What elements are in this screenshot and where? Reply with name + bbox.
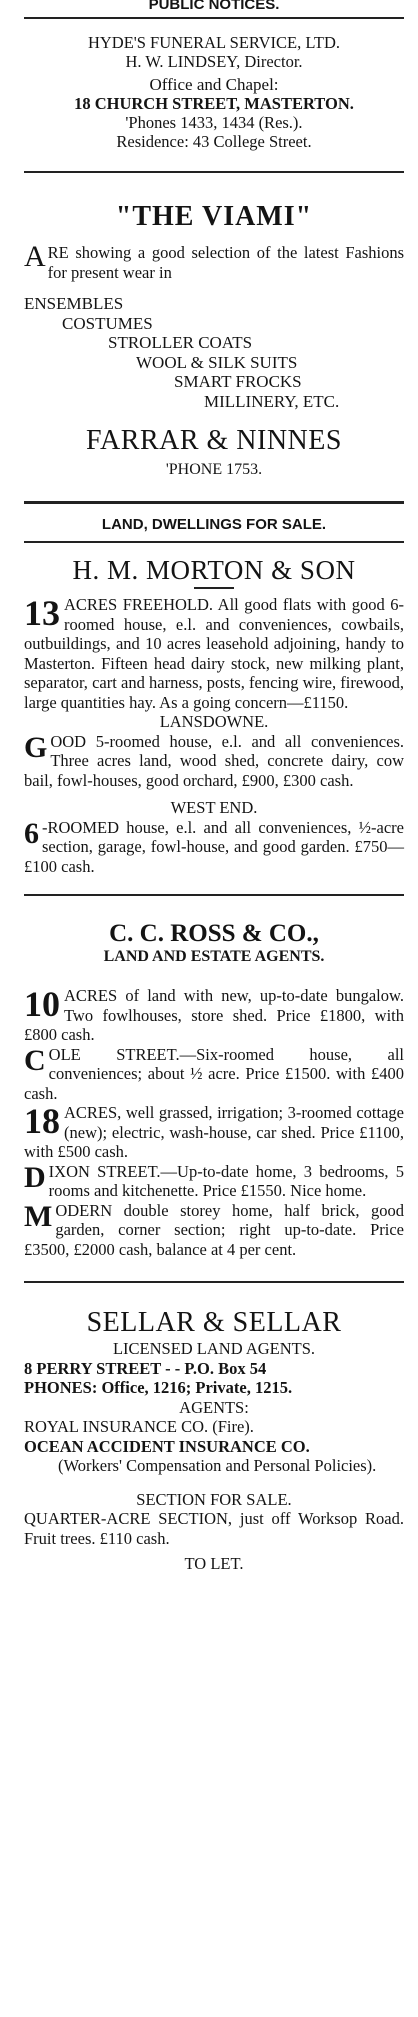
sellar-agents-heading: AGENTS:	[179, 1397, 249, 1417]
divider	[24, 501, 404, 504]
drop-cap: 13	[24, 593, 60, 633]
sellar-section-text: QUARTER-ACRE SECTION, just off Worksop Road. Fruit trees. £110 cash.	[24, 1509, 404, 1548]
ross-subtitle: LAND AND ESTATE AGENTS.	[103, 948, 325, 965]
hyde-line: H. W. LINDSEY, Director.	[125, 52, 303, 71]
divider	[24, 894, 404, 896]
public-notices-heading: PUBLIC NOTICES.	[148, 0, 280, 13]
drop-cap: A	[24, 240, 46, 273]
drop-cap: G	[24, 730, 48, 764]
ross-ad-cole-street: COLE STREET.—Six-roomed house, all conveniences; about ½ acre. Price £1500. with £400 cash.	[24, 1043, 404, 1103]
hyde-line: 18 CHURCH STREET, MASTERTON.	[74, 94, 354, 113]
sellar-phones: PHONES: Office, 1216; Private, 1215.	[24, 1378, 293, 1397]
sellar-agent-line: ROYAL INSURANCE CO. (Fire).	[24, 1417, 254, 1436]
viami-item: MILLINERY, ETC.	[204, 391, 340, 411]
ross-ad-10-acres: 10 ACRES of land with new, up-to-date bungalow. Two fowlhouses, store shed. Price £1800, with £800 cash.	[24, 984, 404, 1044]
sellar-agent-line: OCEAN ACCIDENT INSURANCE CO.	[24, 1436, 310, 1456]
morton-ad-lansdowne: GOOD 5-roomed house, e.l. and all conveniences. Three acres land, wood shed, concrete dairy, cow bail, fowl-houses, good orchard, £900, £300 cash.	[24, 730, 404, 790]
viami-item: ENSEMBLES	[24, 294, 124, 313]
newspaper-column	[24, 0, 404, 1574]
ross-ad-18-acres: 18 ACRES, well grassed, irrigation; 3-roomed cottage (new); electric, wash-house, car shed. Price £1100, with £500 cash.	[24, 1101, 404, 1161]
drop-cap: D	[24, 1160, 46, 1194]
viami-item: SMART FROCKS	[174, 372, 302, 391]
hyde-line: 'Phones 1433, 1434 (Res.).	[125, 113, 303, 132]
sellar-address: 8 PERRY STREET - - P.O. Box 54	[24, 1358, 267, 1378]
farrar-ninnes-title: FARRAR & NINNES	[86, 425, 342, 456]
drop-cap: 10	[24, 984, 60, 1024]
viami-title: "THE VIAMI"	[115, 201, 313, 232]
hyde-line: HYDE'S FUNERAL SERVICE, LTD.	[87, 33, 341, 52]
viami-intro: ARE showing a good selection of the latest Fashions for present wear in	[24, 240, 404, 282]
divider	[24, 1281, 404, 1283]
farrar-phone: 'PHONE 1753.	[165, 461, 263, 478]
viami-item: WOOL & SILK SUITS	[136, 352, 298, 372]
sellar-subtitle: LICENSED LAND AGENTS.	[112, 1339, 316, 1358]
divider	[24, 541, 404, 543]
sellar-section-heading: SECTION FOR SALE.	[136, 1489, 292, 1509]
divider	[24, 17, 404, 19]
sellar-title: SELLAR & SELLAR	[86, 1307, 342, 1338]
viami-items	[24, 294, 404, 411]
ross-ad-dixon-street: DIXON STREET.—Up-to-date home, 3 bedrooms, 5 rooms and kitchenette. Price £1550. Nice home.	[24, 1160, 404, 1200]
ross-title: C. C. ROSS & CO.,	[109, 920, 319, 947]
drop-cap: C	[24, 1043, 46, 1077]
drop-cap: 18	[24, 1101, 60, 1141]
hyde-line: Residence: 43 College Street.	[116, 132, 312, 151]
hyde-line: Office and Chapel:	[149, 75, 279, 94]
sellar-to-let: TO LET.	[184, 1554, 244, 1573]
divider	[24, 171, 404, 173]
drop-cap: M	[24, 1199, 53, 1233]
morton-sub-lansdowne: LANSDOWNE.	[159, 712, 269, 731]
morton-title: H. M. MORTON & SON	[72, 555, 356, 585]
morton-ad-13-acres: 13 ACRES FREEHOLD. All good flats with good 6-roomed house, e.l. and conveniences, cowbails, outbuildings, and 10 acres leasehold adjoining, handy to Masterton. Fifteen head dairy stock, new milking plant, separator, cart and harness, posts, fencing wire, firewood, large quantities hay. As a going concern—£1150.	[24, 593, 404, 712]
morton-sub-west-end: WEST END.	[170, 798, 258, 817]
morton-ad-west-end: 6 -ROOMED house, e.l. and all conveniences, ½-acre section, garage, fowl-house, and good garden. £750—£100 cash.	[24, 816, 404, 876]
drop-cap: 6	[24, 816, 39, 850]
sellar-agent-note: (Workers' Compensation and Personal Policies).	[58, 1456, 377, 1475]
viami-item: STROLLER COATS	[108, 333, 253, 352]
hyde-funeral-notice	[24, 33, 404, 151]
land-sale-heading: LAND, DWELLINGS FOR SALE.	[101, 516, 327, 533]
ross-ad-modern-home: MODERN double storey home, half brick, good garden, corner section; right up-to-date. Price £3500, £2000 cash, balance at 4 per cent.	[24, 1199, 404, 1259]
viami-item: COSTUMES	[62, 313, 153, 333]
divider	[194, 587, 234, 589]
